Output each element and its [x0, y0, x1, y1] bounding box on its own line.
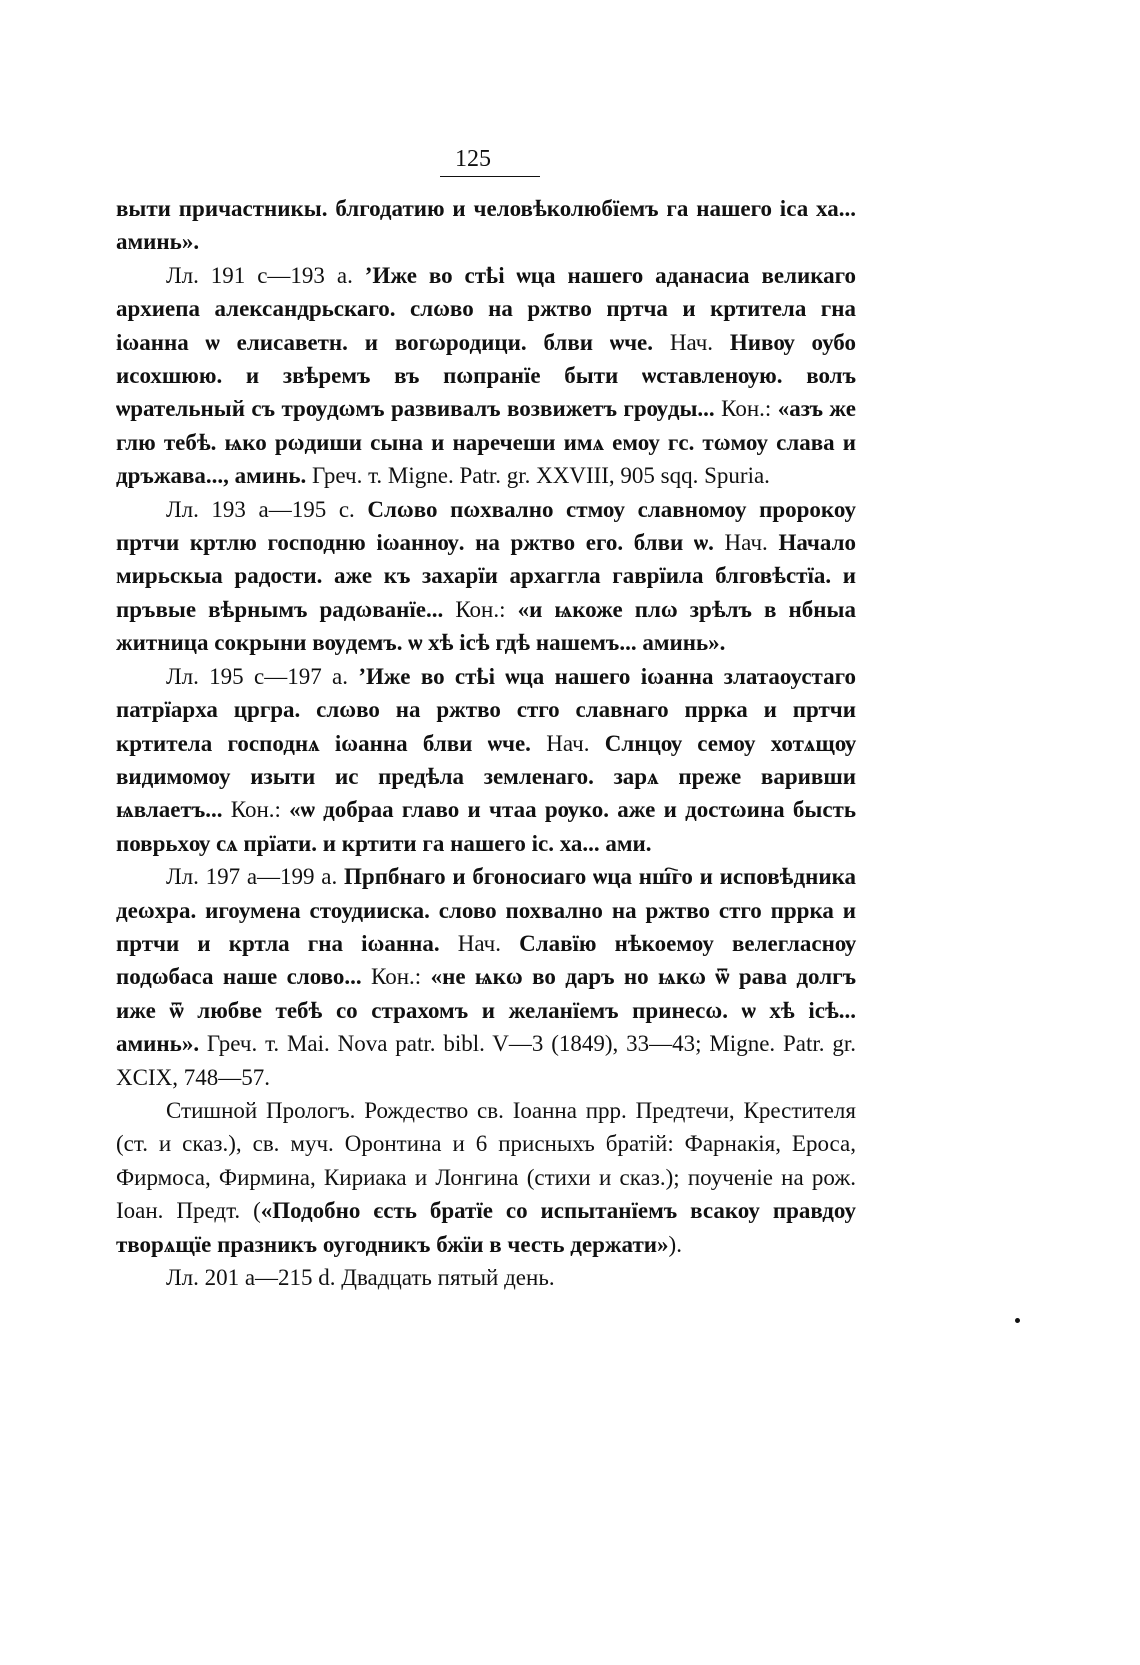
- paragraph: [116, 860, 856, 1094]
- russian-text: Нач.: [713, 530, 779, 556]
- slavonic-text: «Подобно єсть братїе со испытанїемъ всакоу правдоу творѧщїе празникъ оугодникъ бжїи в честь держати»: [116, 1198, 856, 1257]
- russian-text: Лл. 195 с—197 а.: [166, 663, 359, 689]
- russian-text: Лл. 191 с—193 а.: [166, 262, 365, 288]
- russian-text: Греч. т. Migne. Patr. gr. XXVIII, 905 sqq. Spuria.: [306, 463, 770, 489]
- russian-text: Лл. 197 а—199 а.: [166, 864, 345, 890]
- russian-text: Нач.: [653, 329, 730, 355]
- slavonic-text: Начало мирьскыа радости. аже къ захарїи архаггла гаврїила блговѣстїа. и пръвые вѣрнымъ радωванїе...: [116, 530, 856, 622]
- slavonic-text: «ѡ добраа главо и чтаа рѹко. аже и достωина бысть поврьхѹ сѧ прїати. и кртити га нашего іс. ха... ами.: [116, 797, 856, 856]
- paragraph: [116, 259, 856, 493]
- header-rule: [440, 176, 540, 177]
- russian-text: Нач.: [530, 730, 605, 756]
- russian-text: ).: [668, 1231, 682, 1257]
- russian-text: Нач.: [439, 930, 520, 956]
- slavonic-text: Славїю нѣкоемоу велегласнѹ подωбаса наше слово...: [116, 930, 857, 990]
- russian-text: Кон.:: [443, 596, 518, 622]
- page-body: [116, 192, 856, 1294]
- paragraph: [116, 493, 856, 660]
- page-number: 125: [455, 146, 491, 172]
- russian-text: Кон.:: [361, 964, 431, 990]
- ink-speck: [1015, 1318, 1020, 1323]
- paragraph: [116, 660, 856, 860]
- paragraph: [116, 1261, 856, 1294]
- paragraph: [116, 192, 856, 259]
- slavonic-text: Прпбнаго и бгоносиаго ѡца нш҇го и исповѣдника деωхра. игоумена стоудииска. слово похвално на ржтво стго пррка и пртчи и кртла гна іωанна.: [116, 864, 856, 956]
- slavonic-text: Слωво пωхвално стмоу славномоу пророкоу пртчи кртлю господню іωаннѹ. на ржтво его. блви ѡ.: [116, 496, 857, 556]
- slavonic-text: выти причастникы. блгодатию и человѣколюбїемъ га нашего іса ха... аминь».: [116, 196, 856, 255]
- slavonic-text: ’Иже во стҍі ѡца нашего іωанна златаоустаго патрїарха цргра. слωво на ржтво стго славнаго пррка и пртчи кртитела господнѧ іωанна блви ѡче.: [116, 663, 856, 756]
- slavonic-text: «азъ же глю тебѣ. ѩко рωдиши сына и наречеши имѧ емоу гс. тωмоу слава и дръжава..., аминь.: [116, 396, 856, 489]
- russian-text: Стишной Прологъ. Рождество св. Іоанна прр. Предтечи, Крестителя (ст. и сказ.), св. муч. Оронтина и 6 присныхъ братій: Фарнакія, Ероса, Фирмоса, Фирмина, Кириака и Лонгина (стихи и сказ.); поученіе на рож. Іоан. Предт. (: [116, 1097, 856, 1224]
- slavonic-text: Слнцѹ семоу хотѧщѹ видимомоу изыти ис предѣла земленаго. зарѧ преже варивши ѩвлаетъ...: [116, 730, 857, 823]
- russian-text: Кон.:: [714, 396, 778, 422]
- slavonic-text: «не ѩкω во даръ но ѩкω ѿ рава долгъ иже ѿ любве тебѣ со страхомъ и желанїемъ принесω. ѡ хѣ ісѣ... аминь».: [116, 964, 856, 1057]
- russian-text: Лл. 193 а—195 с.: [166, 496, 368, 522]
- slavonic-text: Нивѹ оубо исохшюю. и звѣремъ въ пωпранїе быти ѡставленѹю. волъ ѡрательный съ трѹдωмъ развивалъ возвижетъ грѹды...: [116, 329, 856, 422]
- slavonic-text: ’Иже во стҍі ѡца нашего аданасиа великаго архиепа александрьскаго. слωво на ржтво пртча и кртитела гна іωанна ѡ елисаветн. и вогωродици. блви ѡче.: [116, 262, 857, 355]
- paragraph: [116, 1094, 856, 1261]
- slavonic-text: «и ѩкоже плω зрѣлъ в нбныа житница сокрыни вѹдемъ. ѡ хѣ ісѣ гдѣ нашемъ... аминь».: [116, 596, 856, 656]
- russian-text: Греч. т. Mai. Nova patr. bibl. V—3 (1849), 33—43; Migne. Patr. gr. XCIX, 748—57.: [116, 1031, 856, 1090]
- russian-text: Кон.:: [222, 797, 290, 823]
- russian-text: Лл. 201 а—215 d. Двадцать пятый день.: [166, 1265, 555, 1290]
